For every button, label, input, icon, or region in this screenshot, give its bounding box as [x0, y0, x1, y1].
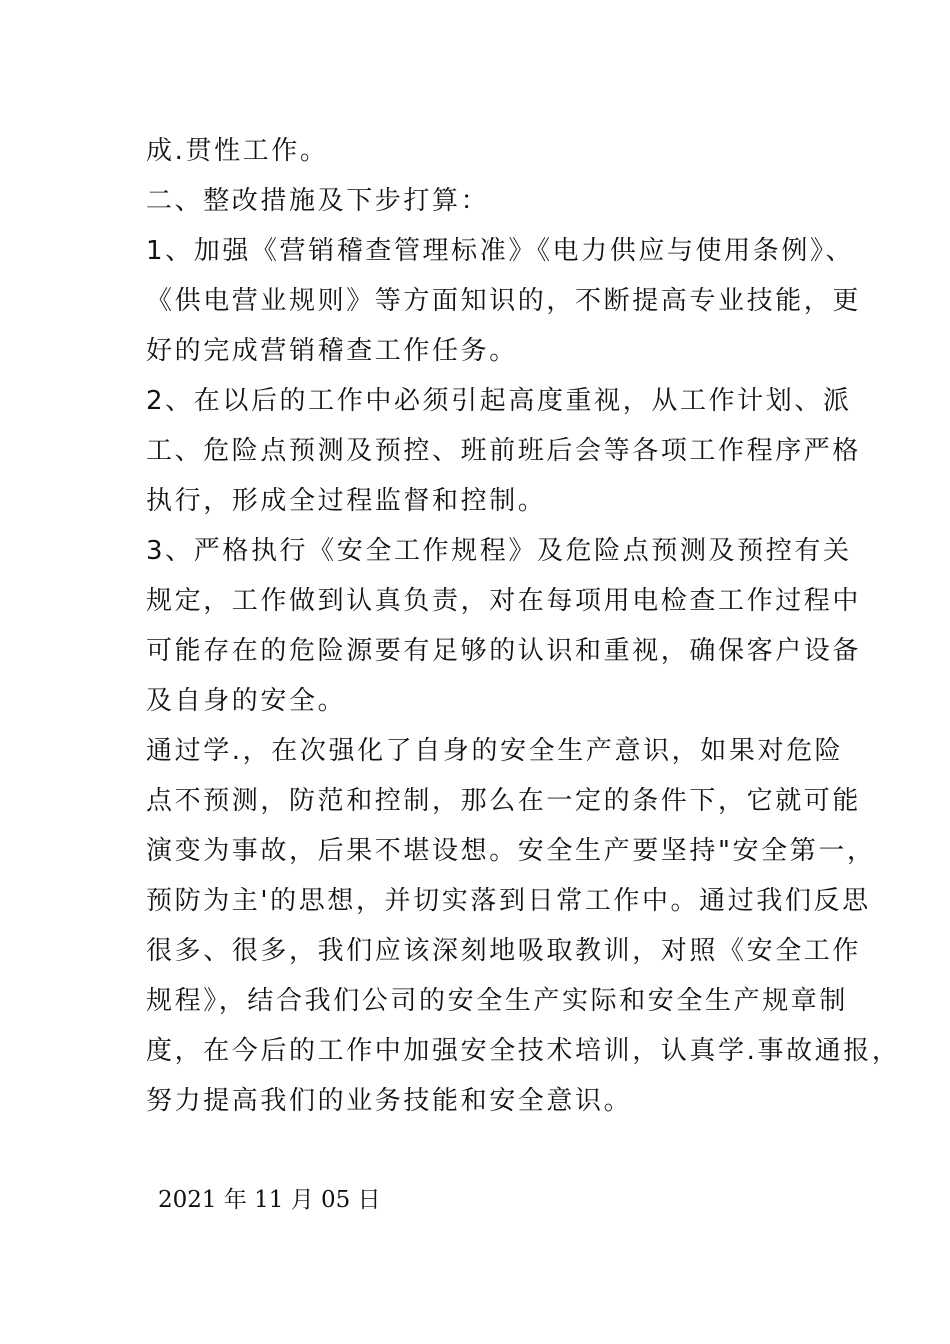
text-line: 演变为事故，后果不堪设想。安全生产要坚持"安全第一， [146, 836, 876, 866]
text-line: 及自身的安全。 [146, 686, 347, 716]
document-date: 2021 年 11 月 05 日 [158, 1187, 381, 1213]
text-line: 度，在今后的工作中加强安全技术培训，认真学.事故通报， [146, 1036, 901, 1066]
text-line: 执行，形成全过程监督和控制。 [146, 486, 547, 516]
text-line: 成.贯性工作。 [146, 136, 329, 166]
text-line: 预防为主'的思想，并切实落到日常工作中。通过我们反思 [146, 886, 871, 916]
text-line: 工、危险点预测及预控、班前班后会等各项工作程序严格 [146, 436, 862, 466]
text-line: 2、在以后的工作中必须引起高度重视，从工作计划、派 [146, 386, 852, 416]
text-line: 规程》，结合我们公司的安全生产实际和安全生产规章制 [146, 986, 849, 1016]
text-line: 规定，工作做到认真负责，对在每项用电检查工作过程中 [146, 586, 862, 616]
text-line: 《供电营业规则》等方面知识的，不断提高专业技能，更 [146, 286, 862, 316]
text-line: 很多、很多，我们应该深刻地吸取教训，对照《安全工作 [146, 936, 862, 966]
text-line: 可能存在的危险源要有足够的认识和重视，确保客户设备 [146, 636, 862, 666]
text-line: 3、严格执行《安全工作规程》及危险点预测及预控有关 [146, 536, 852, 566]
text-line: 点不预测，防范和控制，那么在一定的条件下，它就可能 [146, 786, 862, 816]
section-heading: 二、整改措施及下步打算： [146, 186, 490, 216]
text-line: 好的完成营销稽查工作任务。 [146, 336, 518, 366]
text-line: 1、加强《营销稽查管理标准》《电力供应与使用条例》、 [146, 236, 855, 266]
text-line: 通过学.，在次强化了自身的安全生产意识，如果对危险 [146, 736, 844, 766]
text-line: 努力提高我们的业务技能和安全意识。 [146, 1086, 633, 1116]
